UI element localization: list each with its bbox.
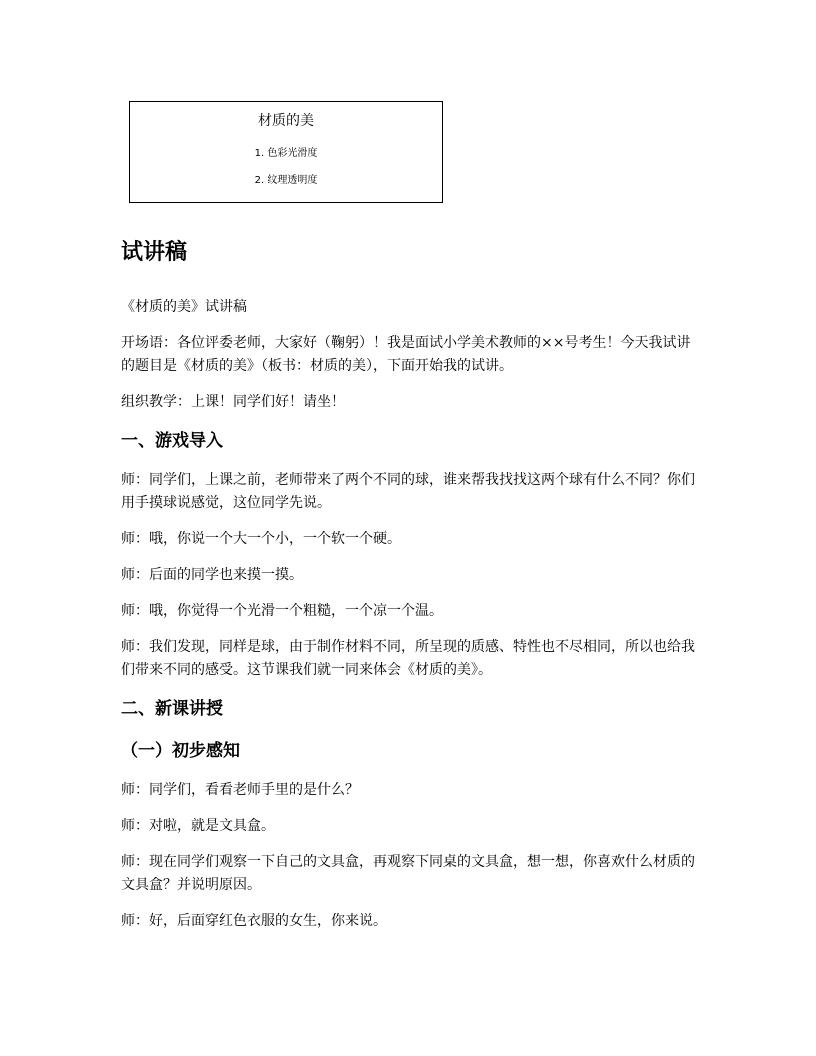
blackboard-figure [129,101,443,203]
board-line-2: 2. 纹理透明度 [254,175,318,186]
document-title: 试讲稿 [121,240,188,265]
paragraph: 师：现在同学们观察一下自己的文具盒，再观察下同桌的文具盒，想一想，你喜欢什么材质的文具盒？并说明原因。 [121,854,695,893]
paragraph: 师：哦，你说一个大一个小，一个软一个硬。 [121,531,401,547]
subsection-heading-initial-perception: （一）初步感知 [121,741,240,761]
paragraph: 师：对啦，就是文具盒。 [121,818,275,834]
lesson-subtitle: 《材质的美》试讲稿 [121,299,247,315]
paragraph: 师：哦，你觉得一个光滑一个粗糙，一个凉一个温。 [121,603,443,619]
opening-paragraph: 开场语：各位评委老师，大家好（鞠躬）！我是面试小学美术教师的××号考生！今天我试讲的题目是《材质的美》（板书：材质的美），下面开始我的试讲。 [121,335,691,374]
paragraph: 师：同学们，上课之前，老师带来了两个不同的球，谁来帮我找找这两个球有什么不同？你们用手摸球说感觉，这位同学先说。 [121,472,695,511]
paragraph: 师：后面的同学也来摸一摸。 [121,567,303,583]
paragraph: 师：好，后面穿红色衣服的女生，你来说。 [121,913,387,929]
board-title: 材质的美 [258,113,314,129]
board-line-1: 1. 色彩光滑度 [254,148,318,159]
organize-paragraph: 组织教学：上课！同学们好！请坐！ [121,394,345,410]
document-body [121,236,701,946]
section-heading-new-lesson: 二、新课讲授 [121,699,223,719]
paragraph: 师：同学们，看看老师手里的是什么？ [121,782,359,798]
paragraph: 师：我们发现，同样是球，由于制作材料不同，所呈现的质感、特性也不尽相同，所以也给我们带来不同的感受。这节课我们就一同来体会《材质的美》。 [121,639,695,678]
section-heading-game-intro: 一、游戏导入 [121,431,223,451]
